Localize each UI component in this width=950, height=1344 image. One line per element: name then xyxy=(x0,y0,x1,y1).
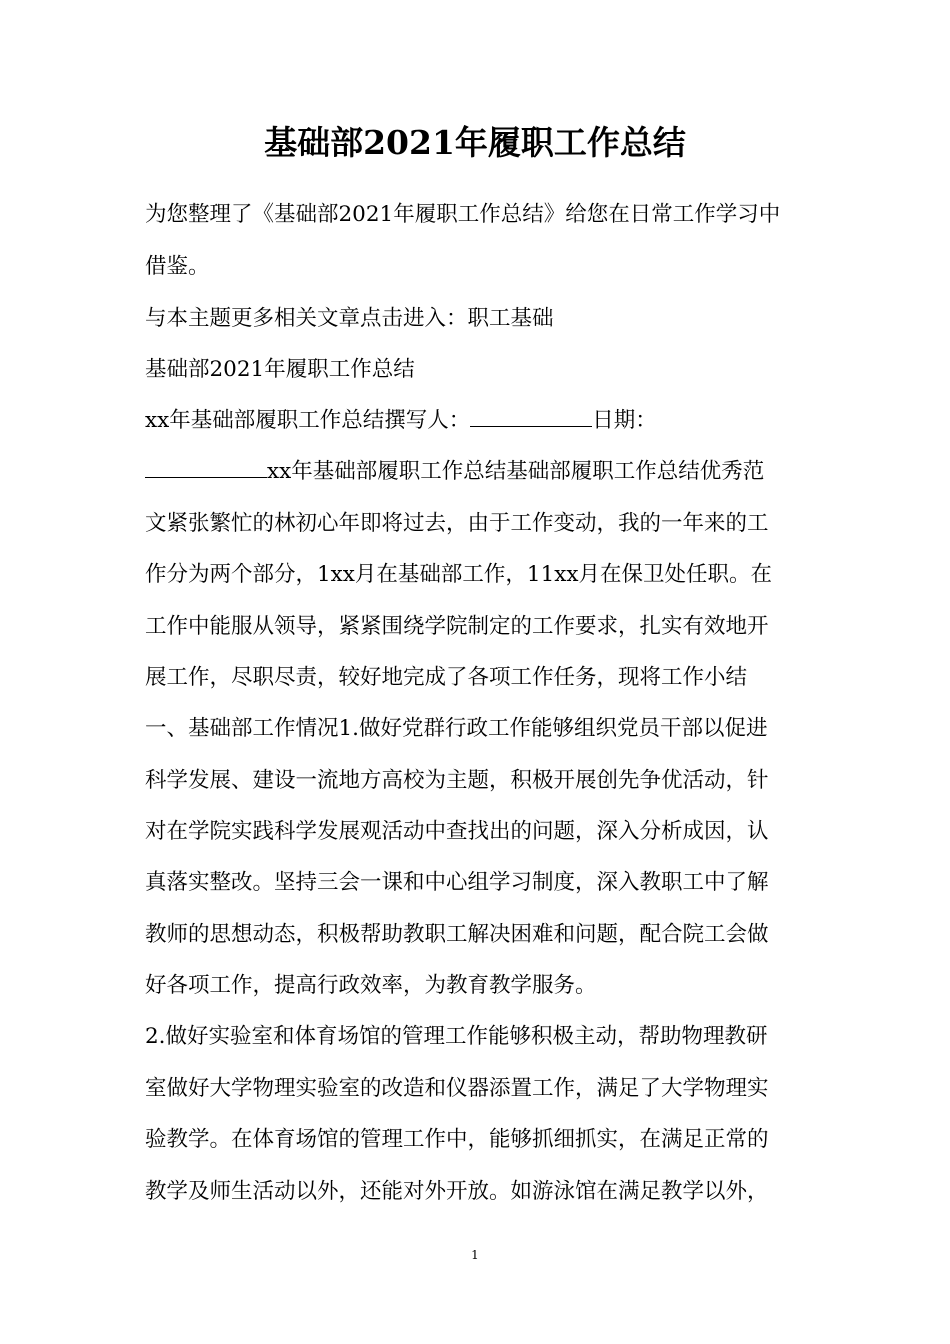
page-number: 1 xyxy=(471,1248,479,1262)
paragraph-line: 室做好大学物理实验室的改造和仪器添置工作，满足了大学物理实 xyxy=(145,1076,769,1101)
paragraph-line: 借鉴。 xyxy=(145,254,210,279)
document-title: 基础部2021年履职工作总结 xyxy=(264,123,686,162)
related-articles-link[interactable]: 与本主题更多相关文章点击进入：职工基础 xyxy=(145,306,554,331)
paragraph-line: 对在学院实践科学发展观活动中查找出的问题，深入分析成因，认 xyxy=(145,819,769,844)
paragraph-line: 2.做好实验室和体育场馆的管理工作能够积极主动，帮助物理教研 xyxy=(145,1024,768,1049)
paragraph-text: xx年基础部履职工作总结基础部履职工作总结优秀范 xyxy=(267,459,765,484)
paragraph-line: 教师的思想动态，积极帮助教职工解决困难和问题，配合院工会做 xyxy=(145,922,769,947)
paragraph-line: 工作中能服从领导，紧紧围绕学院制定的工作要求，扎实有效地开 xyxy=(145,614,769,639)
paragraph-line: 验教学。在体育场馆的管理工作中，能够抓细抓实，在满足正常的 xyxy=(145,1127,769,1152)
paragraph-line xyxy=(145,457,810,487)
date-blank xyxy=(145,459,267,478)
author-label: xx年基础部履职工作总结撰写人： xyxy=(145,408,471,433)
subtitle-line: 基础部2021年履职工作总结 xyxy=(145,357,415,382)
paragraph-line: 真落实整改。坚持三会一课和中心组学习制度，深入教职工中了解 xyxy=(145,870,769,895)
paragraph-line: 为您整理了《基础部2021年履职工作总结》给您在日常工作学习中 xyxy=(145,202,781,227)
author-blank xyxy=(470,408,592,427)
paragraph-line: 科学发展、建设一流地方高校为主题，积极开展创先争优活动，针 xyxy=(145,768,769,793)
paragraph-line: 好各项工作，提高行政效率，为教育教学服务。 xyxy=(145,973,597,998)
paragraph-line: 作分为两个部分，1xx月在基础部工作，11xx月在保卫处任职。在 xyxy=(145,562,773,587)
paragraph-line: 展工作，尽职尽责，较好地完成了各项工作任务，现将工作小结 xyxy=(145,665,748,690)
paragraph-line: 文紧张繁忙的林初心年即将过去，由于工作变动，我的一年来的工 xyxy=(145,511,769,536)
author-date-line xyxy=(145,406,810,436)
paragraph-line: 一、基础部工作情况1.做好党群行政工作能够组织党员干部以促进 xyxy=(145,716,768,741)
paragraph-line: 教学及师生活动以外，还能对外开放。如游泳馆在满足教学以外， xyxy=(145,1179,769,1204)
date-label: 日期： xyxy=(592,408,657,433)
